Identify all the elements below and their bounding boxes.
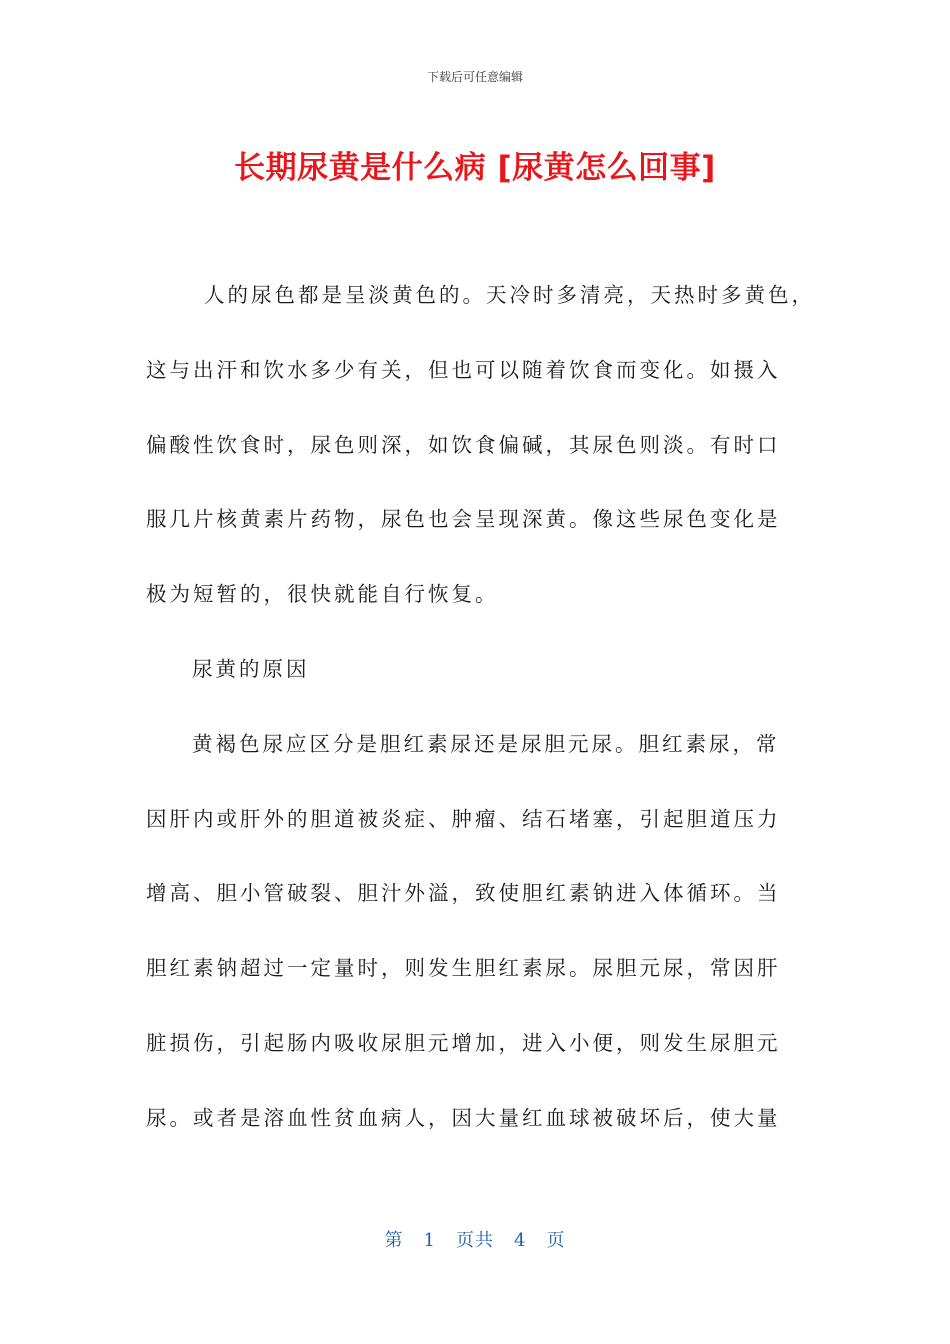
text-line: 极为短暂的，很快就能自行恢复。	[146, 582, 499, 607]
text-line: 这与出汗和饮水多少有关，但也可以随着饮食而变化。如摄入	[146, 357, 781, 382]
text-line: 增高、胆小管破裂、胆汁外溢，致使胆红素钠进入体循环。当	[146, 881, 781, 906]
document-body	[146, 258, 815, 1156]
text-line: 胆红素钠超过一定量时，则发生胆红素尿。尿胆元尿，常因肝	[146, 956, 781, 981]
text-line: 尿黄的原因	[192, 656, 310, 681]
page-number: 1	[423, 1230, 436, 1251]
text-line: 黄褐色尿应区分是胆红素尿还是尿胆元尿。胆红素尿，常	[192, 731, 780, 756]
header-note: 下载后可任意编辑	[426, 70, 523, 84]
page-prefix: 第	[384, 1230, 404, 1251]
text-line: 脏损伤，引起肠内吸收尿胆元增加，进入小便，则发生尿胆元	[146, 1030, 781, 1055]
page-suffix: 页	[546, 1230, 566, 1251]
text-line: 尿。或者是溶血性贫血病人，因大量红血球被破坏后，使大量	[146, 1105, 781, 1130]
page-mid: 页共	[456, 1230, 494, 1251]
document-title: 长期尿黄是什么病 [尿黄怎么回事]	[234, 150, 716, 186]
paragraph-causes	[146, 707, 806, 1156]
text-line: 服几片核黄素片药物，尿色也会呈现深黄。像这些尿色变化是	[146, 507, 781, 532]
text-line: 人的尿色都是呈淡黄色的。天冷时多清亮，天热时多黄色，	[204, 283, 815, 307]
page-footer	[0, 1226, 950, 1252]
paragraph-intro	[146, 258, 815, 632]
text-line: 偏酸性饮食时，尿色则深，如饮食偏碱，其尿色则淡。有时口	[146, 432, 781, 457]
section-heading	[146, 632, 806, 707]
total-pages: 4	[514, 1230, 527, 1251]
text-line: 因肝内或肝外的胆道被炎症、肿瘤、结石堵塞，引起胆道压力	[146, 806, 781, 831]
